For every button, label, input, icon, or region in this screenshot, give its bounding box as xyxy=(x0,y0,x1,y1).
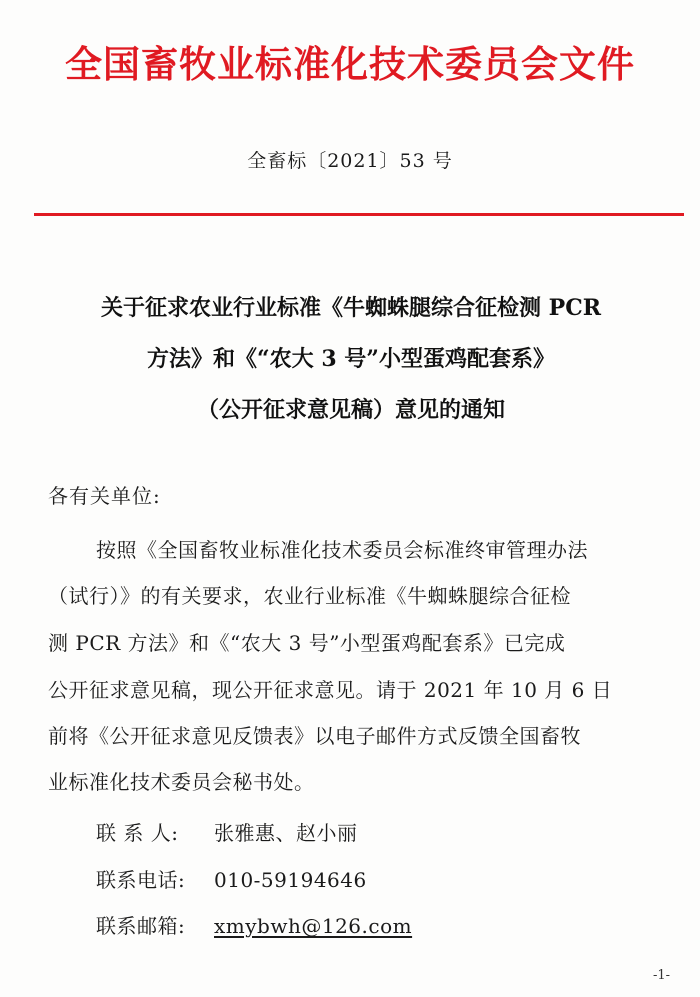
page-number: -1- xyxy=(652,968,670,983)
notice-title-line-3: （公开征求意见稿）意见的通知 xyxy=(196,397,505,423)
salutation: 各有关单位: xyxy=(48,484,161,508)
header-divider xyxy=(34,213,684,216)
document-number: 全畜标〔2021〕53 号 xyxy=(247,150,453,172)
contact-person-row xyxy=(96,817,358,846)
body-paragraph-line: 前将《公开征求意见反馈表》以电子邮件方式反馈全国畜牧 xyxy=(48,724,581,748)
body-paragraph-line: 业标准化技术委员会秘书处。 xyxy=(48,770,315,794)
body-paragraph-line: 按照《全国畜牧业标准化技术委员会标准终审管理办法 xyxy=(96,538,588,562)
document-header-title: 全国畜牧业标准化技术委员会文件 xyxy=(65,42,635,86)
body-paragraph-line: 测 PCR 方法》和《“农大 3 号”小型蛋鸡配套系》已完成 xyxy=(48,631,566,655)
contact-phone-label: 联系电话: xyxy=(96,868,186,892)
contact-person-value: 张雅惠、赵小丽 xyxy=(214,821,358,845)
contact-email-row xyxy=(96,910,412,939)
contact-email-link[interactable]: xmybwh@126.com xyxy=(214,914,413,938)
notice-title-line-1: 关于征求农业行业标准《牛蜘蛛腿综合征检测 PCR xyxy=(101,295,601,321)
body-paragraph-line: （试行）》的有关要求，农业行业标准《牛蜘蛛腿综合征检 xyxy=(48,584,571,608)
contact-phone-row xyxy=(96,864,367,893)
contact-person-label: 联 系 人: xyxy=(96,821,179,845)
contact-email-label: 联系邮箱: xyxy=(96,914,186,938)
body-paragraph-line: 公开征求意见稿，现公开征求意见。请于 2021 年 10 月 6 日 xyxy=(48,678,613,702)
notice-title-line-2: 方法》和《“农大 3 号”小型蛋鸡配套系》 xyxy=(147,346,555,372)
contact-phone-value: 010-59194646 xyxy=(214,868,367,892)
